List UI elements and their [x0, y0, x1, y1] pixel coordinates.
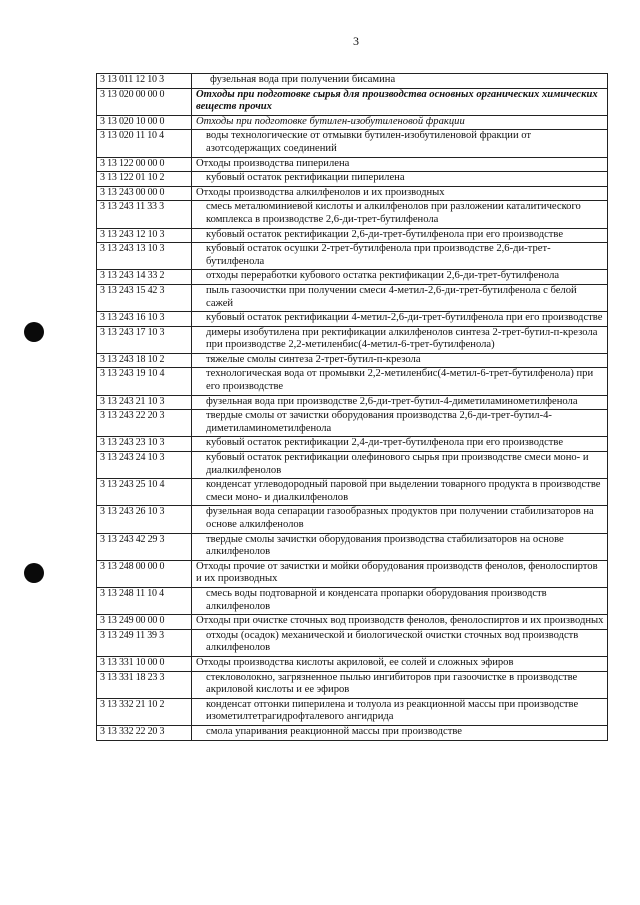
table-row: [97, 533, 608, 560]
table-row: [97, 157, 608, 172]
waste-description: фузельная вода при производстве 2,6-ди-трет-бутил-4-диметиламинометилфенола: [192, 395, 608, 410]
table-row: [97, 479, 608, 506]
waste-code: 3 13 243 24 10 3: [97, 452, 192, 479]
waste-code: 3 13 243 16 10 3: [97, 312, 192, 327]
waste-description: димеры изобутилена при ректификации алкилфенолов синтеза 2-трет-бутил-п-крезола при производстве 2,2-метиленбис(4-метил-6-трет-бутилфенола): [192, 326, 608, 353]
waste-code: 3 13 331 18 23 3: [97, 671, 192, 698]
waste-description: фузельная вода при получении бисамина: [192, 74, 608, 89]
waste-description: смесь воды подтоварной и конденсата пропарки оборудования производств алкилфенолов: [192, 587, 608, 614]
table-row: [97, 115, 608, 130]
waste-code: 3 13 243 12 10 3: [97, 228, 192, 243]
table-row: [97, 437, 608, 452]
waste-description: Отходы производства кислоты акриловой, ее солей и сложных эфиров: [192, 656, 608, 671]
table-row: [97, 656, 608, 671]
waste-code: 3 13 020 11 10 4: [97, 130, 192, 157]
table-row: [97, 228, 608, 243]
waste-description: кубовый остаток осушки 2-трет-бутилфенола при производстве 2,6-ди-трет-бутилфенола: [192, 243, 608, 270]
table-row: [97, 587, 608, 614]
waste-description: воды технологические от отмывки бутилен-изобутиленовой фракции от азотсодержащих соединений: [192, 130, 608, 157]
table-row: [97, 629, 608, 656]
waste-code: 3 13 248 11 10 4: [97, 587, 192, 614]
waste-code: 3 13 243 25 10 4: [97, 479, 192, 506]
table-row: [97, 201, 608, 228]
waste-code: 3 13 243 15 42 3: [97, 284, 192, 311]
table-row: [97, 698, 608, 725]
table-body: [97, 74, 608, 741]
waste-description: Отходы при подготовке бутилен-изобутиленовой фракции: [192, 115, 608, 130]
waste-description: твердые смолы зачистки оборудования производства стабилизаторов на основе алкилфенолов: [192, 533, 608, 560]
waste-description: конденсат отгонки пиперилена и толуола из реакционной массы при производстве изометилтетрагидрофталевого ангидрида: [192, 698, 608, 725]
waste-code: 3 13 020 10 00 0: [97, 115, 192, 130]
waste-code: 3 13 243 42 29 3: [97, 533, 192, 560]
waste-description: смола упаривания реакционной массы при производстве: [192, 725, 608, 740]
table-row: [97, 395, 608, 410]
waste-code: 3 13 332 21 10 2: [97, 698, 192, 725]
table-row: [97, 172, 608, 187]
waste-classification-table: [96, 73, 608, 741]
table-row: [97, 410, 608, 437]
waste-code: 3 13 243 18 10 2: [97, 353, 192, 368]
table-row: [97, 74, 608, 89]
table-row: [97, 725, 608, 740]
waste-code: 3 13 243 14 33 2: [97, 270, 192, 285]
waste-code: 3 13 243 21 10 3: [97, 395, 192, 410]
waste-description: отходы (осадок) механической и биологической очистки сточных вод производств алкилфенолов: [192, 629, 608, 656]
waste-code: 3 13 243 22 20 3: [97, 410, 192, 437]
waste-code: 3 13 249 00 00 0: [97, 615, 192, 630]
table-row: [97, 270, 608, 285]
waste-description: кубовый остаток ректификации 2,4-ди-трет-бутилфенола при его производстве: [192, 437, 608, 452]
waste-description: тяжелые смолы синтеза 2-трет-бутил-п-крезола: [192, 353, 608, 368]
waste-description: фузельная вода сепарации газообразных продуктов при получении стабилизаторов на основе алкилфенолов: [192, 506, 608, 533]
waste-description: твердые смолы от зачистки оборудования производства 2,6-ди-трет-бутил-4-диметиламинометилфенола: [192, 410, 608, 437]
waste-code: 3 13 243 13 10 3: [97, 243, 192, 270]
waste-description: кубовый остаток ректификации олефинового сырья при производстве смеси моно- и диалкилфенолов: [192, 452, 608, 479]
table-row: [97, 186, 608, 201]
waste-code: 3 13 011 12 10 3: [97, 74, 192, 89]
waste-description: смесь металюминиевой кислоты и алкилфенолов при разложении каталитического комплекса в производстве 2,6-ди-трет-бутилфенола: [192, 201, 608, 228]
waste-description: технологическая вода от промывки 2,2-метиленбис(4-метил-6-трет-бутилфенола) при его производстве: [192, 368, 608, 395]
waste-description: Отходы при очистке сточных вод производств фенолов, фенолоспиртов и их производных: [192, 615, 608, 630]
waste-code: 3 13 243 26 10 3: [97, 506, 192, 533]
waste-description: стекловолокно, загрязненное пылью ингибиторов при газоочистке в производстве акриловой кислоты и ее эфиров: [192, 671, 608, 698]
waste-code: 3 13 243 11 33 3: [97, 201, 192, 228]
table-row: [97, 368, 608, 395]
table-row: [97, 326, 608, 353]
waste-code: 3 13 248 00 00 0: [97, 560, 192, 587]
waste-description: Отходы при подготовке сырья для производства основных органических химических веществ прочих: [192, 88, 608, 115]
table-row: [97, 130, 608, 157]
waste-description: кубовый остаток ректификации 2,6-ди-трет-бутилфенола при его производстве: [192, 228, 608, 243]
table-row: [97, 353, 608, 368]
table-row: [97, 452, 608, 479]
punch-hole: [24, 322, 44, 342]
table-row: [97, 284, 608, 311]
waste-code: 3 13 332 22 20 3: [97, 725, 192, 740]
table-row: [97, 88, 608, 115]
table-row: [97, 615, 608, 630]
waste-code: 3 13 243 19 10 4: [97, 368, 192, 395]
waste-description: Отходы производства пиперилена: [192, 157, 608, 172]
waste-description: кубовый остаток ректификации пиперилена: [192, 172, 608, 187]
table-row: [97, 671, 608, 698]
waste-code: 3 13 020 00 00 0: [97, 88, 192, 115]
waste-description: пыль газоочистки при получении смеси 4-метил-2,6-ди-трет-бутилфенола с белой сажей: [192, 284, 608, 311]
table-row: [97, 312, 608, 327]
waste-description: кубовый остаток ректификации 4-метил-2,6-ди-трет-бутилфенола при его производстве: [192, 312, 608, 327]
page-number: 3: [353, 34, 359, 48]
waste-code: 3 13 331 10 00 0: [97, 656, 192, 671]
table-row: [97, 560, 608, 587]
waste-description: Отходы производства алкилфенолов и их производных: [192, 186, 608, 201]
table-row: [97, 506, 608, 533]
table-row: [97, 243, 608, 270]
waste-code: 3 13 122 01 10 2: [97, 172, 192, 187]
waste-code: 3 13 243 23 10 3: [97, 437, 192, 452]
waste-description: Отходы прочие от зачистки и мойки оборудования производств фенолов, фенолоспиртов и их производных: [192, 560, 608, 587]
waste-code: 3 13 122 00 00 0: [97, 157, 192, 172]
waste-description: конденсат углеводородный паровой при выделении товарного продукта в производстве смеси моно- и диалкилфенолов: [192, 479, 608, 506]
punch-hole: [24, 563, 44, 583]
waste-description: отходы переработки кубового остатка ректификации 2,6-ди-трет-бутилфенола: [192, 270, 608, 285]
waste-code: 3 13 243 00 00 0: [97, 186, 192, 201]
waste-code: 3 13 243 17 10 3: [97, 326, 192, 353]
waste-code: 3 13 249 11 39 3: [97, 629, 192, 656]
